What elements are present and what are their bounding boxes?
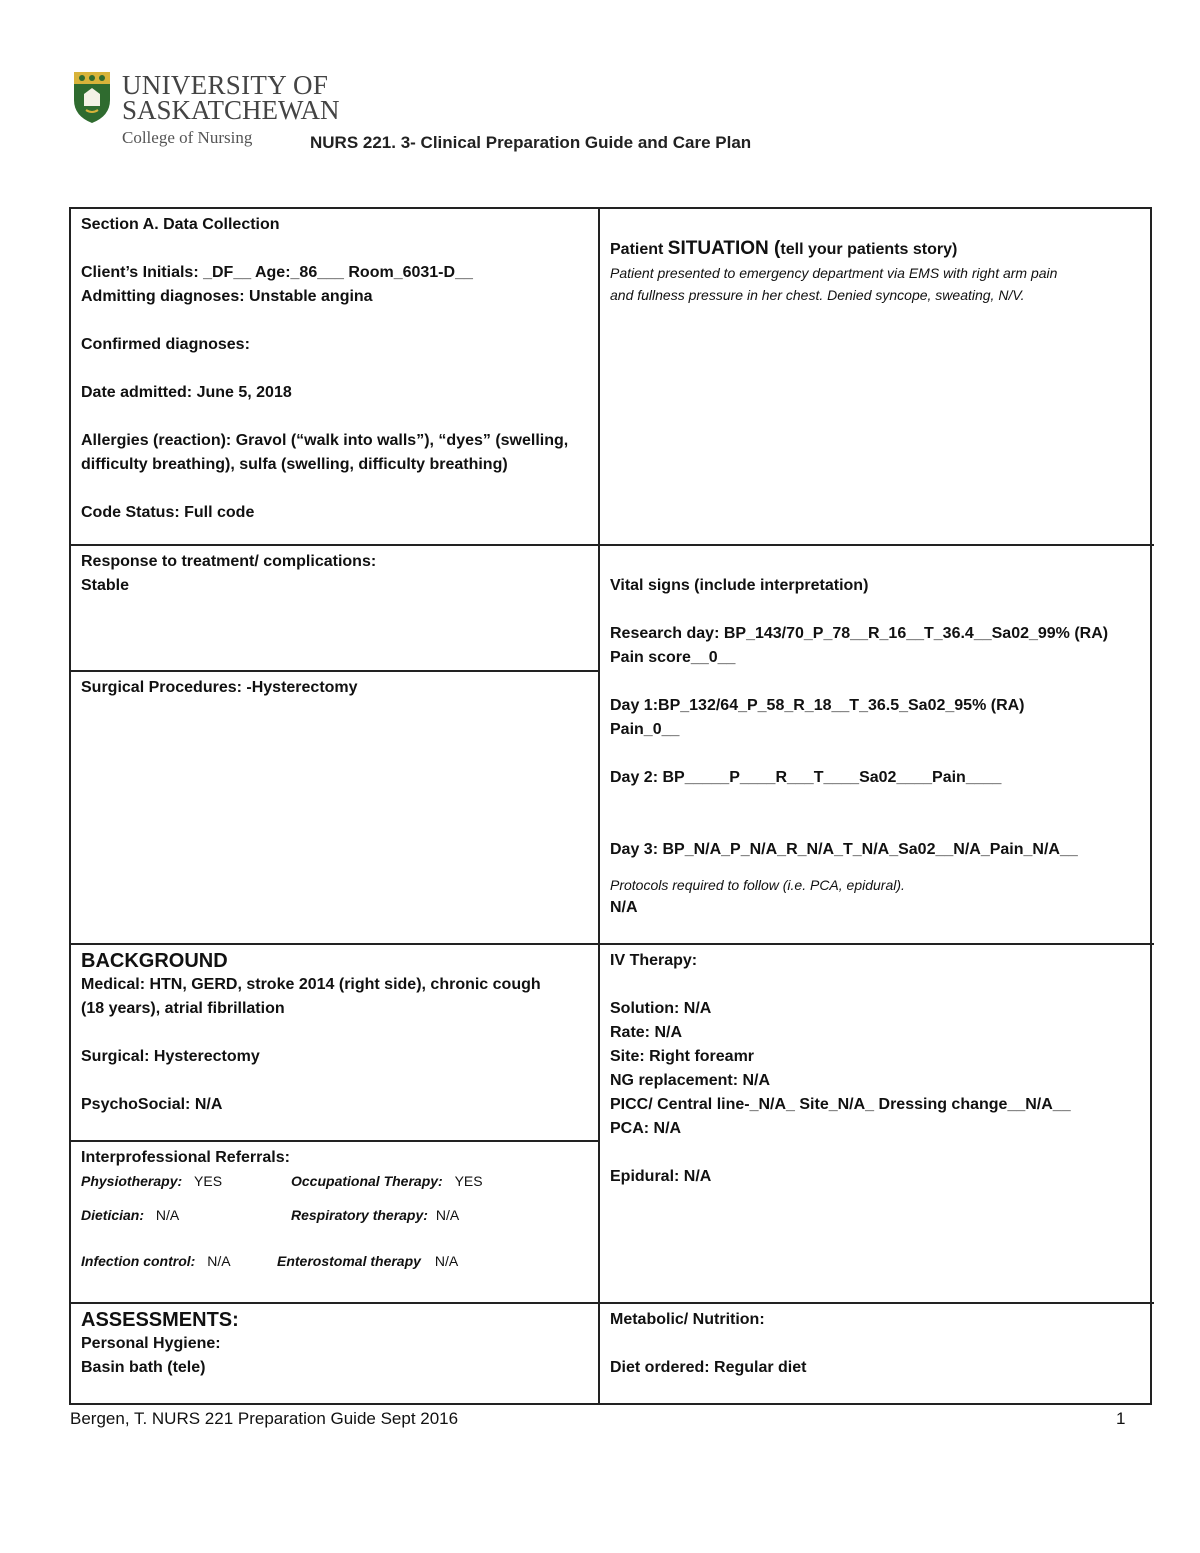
situation-heading-a: Patient (610, 241, 668, 258)
personal-hygiene-label: Personal Hygiene: (81, 1335, 221, 1352)
situation-story-line1: Patient presented to emergency department via EMS with right arm pain (610, 265, 1058, 281)
page-number: 1 (1116, 1409, 1126, 1428)
response-heading: Response to treatment/ complications: (81, 553, 377, 570)
enterostomal-value: N/A (434, 1253, 459, 1269)
referrals-row1 (81, 1170, 588, 1192)
logo-college-text: College of Nursing (122, 128, 253, 147)
assessments-heading: ASSESSMENTS: (81, 1309, 239, 1331)
background-cell (71, 945, 598, 1140)
vitals-research-pain: Pain score__0__ (610, 649, 736, 666)
referrals-cell (71, 1142, 598, 1302)
diet-ordered: Diet ordered: Regular diet (610, 1359, 807, 1376)
vitals-research-day: Research day: BP_143/70_P_78__R_16__T_36.4__Sa02_99% (RA) (610, 625, 1109, 642)
physio-value: YES (194, 1173, 223, 1189)
situation-heading (610, 237, 1144, 262)
vital-signs-cell (600, 546, 1154, 943)
vitals-day2: Day 2: BP_____P____R___T____Sa02____Pain____ (610, 769, 1002, 786)
iv-heading: IV Therapy: (610, 952, 698, 969)
dietician-value: N/A (155, 1207, 180, 1223)
care-plan-form (69, 207, 1152, 1405)
response-value: Stable (81, 577, 130, 594)
referrals-row2 (81, 1204, 588, 1226)
situation-story-line2: and fullness pressure in her chest. Denied syncope, sweating, N/V. (610, 287, 1025, 303)
background-medical-line2: (18 years), atrial fibrillation (81, 1000, 285, 1017)
document-title: NURS 221. 3- Clinical Preparation Guide and Care Plan (310, 133, 752, 152)
enterostomal-label: Enterostomal therapy (277, 1253, 421, 1269)
footer-text: Bergen, T. NURS 221 Preparation Guide Sept 2016 (70, 1409, 459, 1428)
referrals-row3 (81, 1250, 588, 1272)
vitals-day3: Day 3: BP_N/A_P_N/A_R_N/A_T_N/A_Sa02__N/A_Pain_N/A__ (610, 841, 1078, 858)
respiratory-value: N/A (435, 1207, 460, 1223)
infection-control-value: N/A (207, 1253, 231, 1269)
physio-label: Physiotherapy: (81, 1173, 183, 1189)
dietician-label: Dietician: (81, 1207, 145, 1223)
section-a-heading: Section A. Data Collection (81, 216, 280, 233)
code-status: Code Status: Full code (81, 504, 255, 521)
ot-label: Occupational Therapy: (291, 1173, 443, 1189)
surgical-procedures: Surgical Procedures: -Hysterectomy (81, 679, 358, 696)
logo-text-line2: SASKATCHEWAN (122, 95, 340, 125)
background-psychosocial: PsychoSocial: N/A (81, 1096, 223, 1113)
ot-value: YES (454, 1173, 483, 1189)
assessments-cell (71, 1304, 598, 1405)
metabolic-heading: Metabolic/ Nutrition: (610, 1311, 765, 1328)
iv-site: Site: Right foreamr (610, 1048, 755, 1065)
protocols-value: N/A (610, 899, 638, 916)
background-surgical: Surgical: Hysterectomy (81, 1048, 260, 1065)
vitals-heading: Vital signs (include interpretation) (610, 577, 869, 594)
situation-heading-c: tell your patients story) (780, 241, 958, 258)
situation-heading-b: SITUATION ( (667, 238, 781, 259)
iv-solution: Solution: N/A (610, 1000, 712, 1017)
vitals-day1: Day 1:BP_132/64_P_58_R_18__T_36.5_Sa02_95% (RA) (610, 697, 1025, 714)
infection-control-label: Infection control: (81, 1253, 196, 1269)
respiratory-label: Respiratory therapy: (291, 1207, 428, 1223)
protocols-label: Protocols required to follow (i.e. PCA, epidural). (610, 877, 905, 893)
iv-pca: PCA: N/A (610, 1120, 682, 1137)
vitals-day1-pain: Pain_0__ (610, 721, 680, 738)
iv-epidural: Epidural: N/A (610, 1168, 712, 1185)
logo-text-line1: UNIVERSITY OF (122, 70, 329, 100)
metabolic-cell (600, 1304, 1154, 1405)
confirmed-diagnoses: Confirmed diagnoses: (81, 336, 250, 353)
university-logo (72, 70, 340, 154)
surgical-procedures-cell (71, 672, 598, 943)
background-medical-line1: Medical: HTN, GERD, stroke 2014 (right side), chronic cough (81, 976, 541, 993)
situation-cell (600, 209, 1154, 544)
university-crest-icon (72, 70, 112, 124)
admitting-diagnoses: Admitting diagnoses: Unstable angina (81, 288, 373, 305)
iv-picc-line: PICC/ Central line-_N/A_ Site_N/A_ Dressing change__N/A__ (610, 1096, 1071, 1113)
referrals-heading: Interprofessional Referrals: (81, 1149, 290, 1166)
client-info-line: Client’s Initials: _DF__ Age:_86___ Room_6031-D__ (81, 264, 473, 281)
iv-ng-replacement: NG replacement: N/A (610, 1072, 771, 1089)
allergies-line1: Allergies (reaction): Gravol (“walk into walls”), “dyes” (swelling, (81, 432, 569, 449)
iv-rate: Rate: N/A (610, 1024, 683, 1041)
response-cell (71, 546, 598, 670)
date-admitted: Date admitted: June 5, 2018 (81, 384, 292, 401)
background-heading: BACKGROUND (81, 950, 228, 972)
allergies-line2: difficulty breathing), sulfa (swelling, difficulty breathing) (81, 456, 508, 473)
personal-hygiene-value: Basin bath (tele) (81, 1359, 206, 1376)
section-a-cell (71, 209, 598, 544)
iv-therapy-cell (600, 945, 1154, 1302)
